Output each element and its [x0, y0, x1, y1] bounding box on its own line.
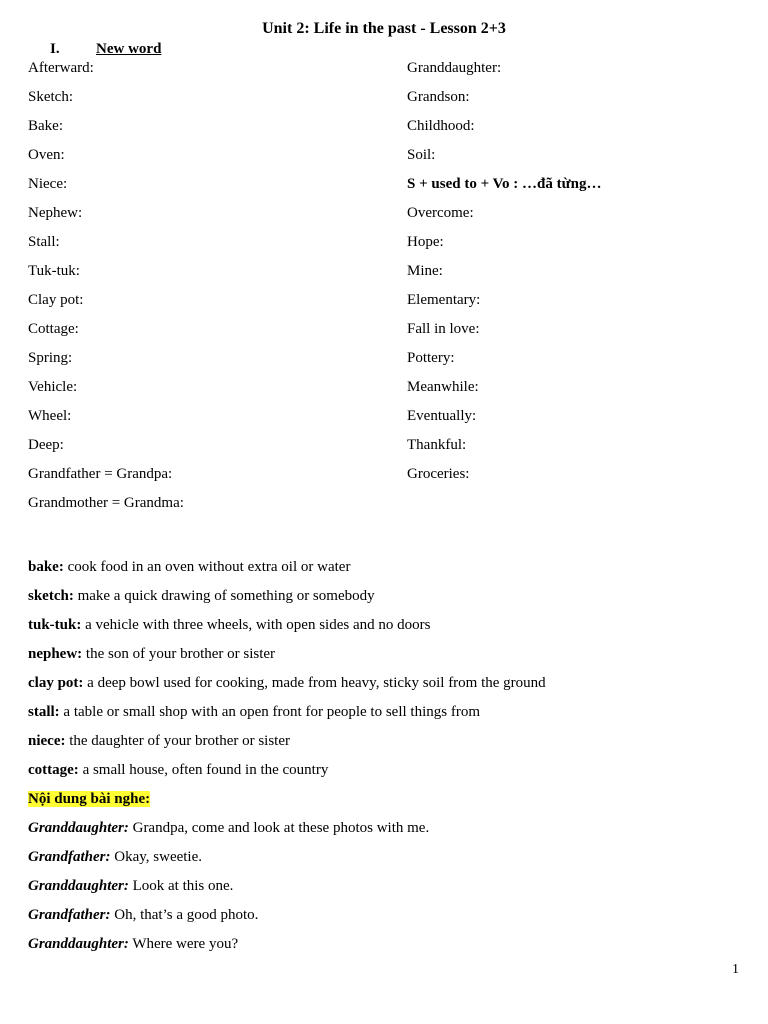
- definition-term: sketch:: [28, 588, 74, 604]
- definition-text: a table or small shop with an open front for people to sell things from: [59, 704, 481, 720]
- vocab-item: Granddaughter:: [407, 60, 502, 76]
- dialogue-text: Look at this one.: [128, 878, 234, 894]
- vocab-item: Tuk-tuk:: [28, 263, 80, 279]
- definition-row: [28, 644, 748, 673]
- vocab-item: Clay pot:: [28, 292, 84, 308]
- page-title: Unit 2: Life in the past - Lesson 2+3: [262, 20, 506, 37]
- definitions-and-dialogue: [28, 557, 748, 963]
- vocab-item: Grandmother = Grandma:: [28, 495, 184, 511]
- vocab-item: Childhood:: [407, 118, 475, 134]
- dialogue-speaker: Grandfather:: [28, 849, 111, 865]
- dialogue-speaker: Granddaughter:: [28, 878, 129, 894]
- definition-term: stall:: [28, 704, 60, 720]
- dialogue-line: [28, 934, 748, 963]
- definition-row: [28, 673, 748, 702]
- vocab-item: Overcome:: [407, 205, 474, 221]
- vocab-item: Vehicle:: [28, 379, 78, 395]
- vocab-item: Grandson:: [407, 89, 470, 105]
- dialogue-speaker: Granddaughter:: [28, 936, 129, 952]
- listening-heading: Nội dung bài nghe:: [28, 791, 151, 807]
- vocab-item: Grandfather = Grandpa:: [28, 466, 173, 482]
- vocab-item: Wheel:: [28, 408, 72, 424]
- definition-text: the son of your brother or sister: [82, 646, 276, 662]
- definition-text: a vehicle with three wheels, with open sides and no doors: [81, 617, 431, 633]
- definition-term: niece:: [28, 733, 66, 749]
- section-number: I.: [50, 41, 60, 57]
- definition-text: make a quick drawing of something or somebody: [73, 588, 375, 604]
- definition-text: a deep bowl used for cooking, made from heavy, sticky soil from the ground: [83, 675, 546, 691]
- vocab-item: Pottery:: [407, 350, 455, 366]
- vocab-item: Hope:: [407, 234, 444, 250]
- vocab-item: Mine:: [407, 263, 443, 279]
- definition-term: nephew:: [28, 646, 83, 662]
- definition-row: [28, 615, 748, 644]
- listening-heading-row: [28, 789, 748, 818]
- vocab-item: Oven:: [28, 147, 65, 163]
- vocab-item: Eventually:: [407, 408, 477, 424]
- vocab-list-left: [28, 58, 388, 522]
- dialogue-line: [28, 876, 748, 905]
- vocab-item: Bake:: [28, 118, 63, 134]
- dialogue-text: Okay, sweetie.: [110, 849, 203, 865]
- vocab-list-right: [407, 58, 747, 493]
- definition-text: a small house, often found in the country: [78, 762, 329, 778]
- vocab-item: Spring:: [28, 350, 73, 366]
- definition-term: tuk-tuk:: [28, 617, 82, 633]
- dialogue-line: [28, 818, 748, 847]
- vocab-item: Niece:: [28, 176, 68, 192]
- dialogue-speaker: Granddaughter:: [28, 820, 129, 836]
- page-number: 1: [732, 962, 739, 977]
- vocab-item: Soil:: [407, 147, 436, 163]
- definition-term: cottage:: [28, 762, 79, 778]
- definition-row: [28, 760, 748, 789]
- definition-row: [28, 557, 748, 586]
- vocab-item: Afterward:: [28, 60, 94, 76]
- definition-row: [28, 586, 748, 615]
- vocab-item: Sketch:: [28, 89, 73, 105]
- dialogue-text: Where were you?: [128, 936, 239, 952]
- definition-row: [28, 702, 748, 731]
- dialogue-speaker: Grandfather:: [28, 907, 111, 923]
- vocab-item: Nephew:: [28, 205, 83, 221]
- vocab-item: Deep:: [28, 437, 64, 453]
- definition-term: clay pot:: [28, 675, 84, 691]
- dialogue-line: [28, 847, 748, 876]
- grammar-note: S + used to + Vo : …đã từng…: [407, 176, 602, 192]
- vocab-item: Thankful:: [407, 437, 467, 453]
- section-heading: [50, 39, 161, 59]
- vocab-item: Cottage:: [28, 321, 79, 337]
- vocab-item: Meanwhile:: [407, 379, 479, 395]
- dialogue-text: Grandpa, come and look at these photos with me.: [128, 820, 430, 836]
- vocab-item: Fall in love:: [407, 321, 480, 337]
- definition-row: [28, 731, 748, 760]
- vocab-item: Elementary:: [407, 292, 481, 308]
- vocab-item: Stall:: [28, 234, 60, 250]
- definition-term: bake:: [28, 559, 64, 575]
- section-label: New word: [96, 41, 162, 57]
- dialogue-line: [28, 905, 748, 934]
- vocab-item: Groceries:: [407, 466, 470, 482]
- definition-text: cook food in an oven without extra oil or water: [63, 559, 351, 575]
- definition-text: the daughter of your brother or sister: [65, 733, 291, 749]
- dialogue-text: Oh, that’s a good photo.: [110, 907, 259, 923]
